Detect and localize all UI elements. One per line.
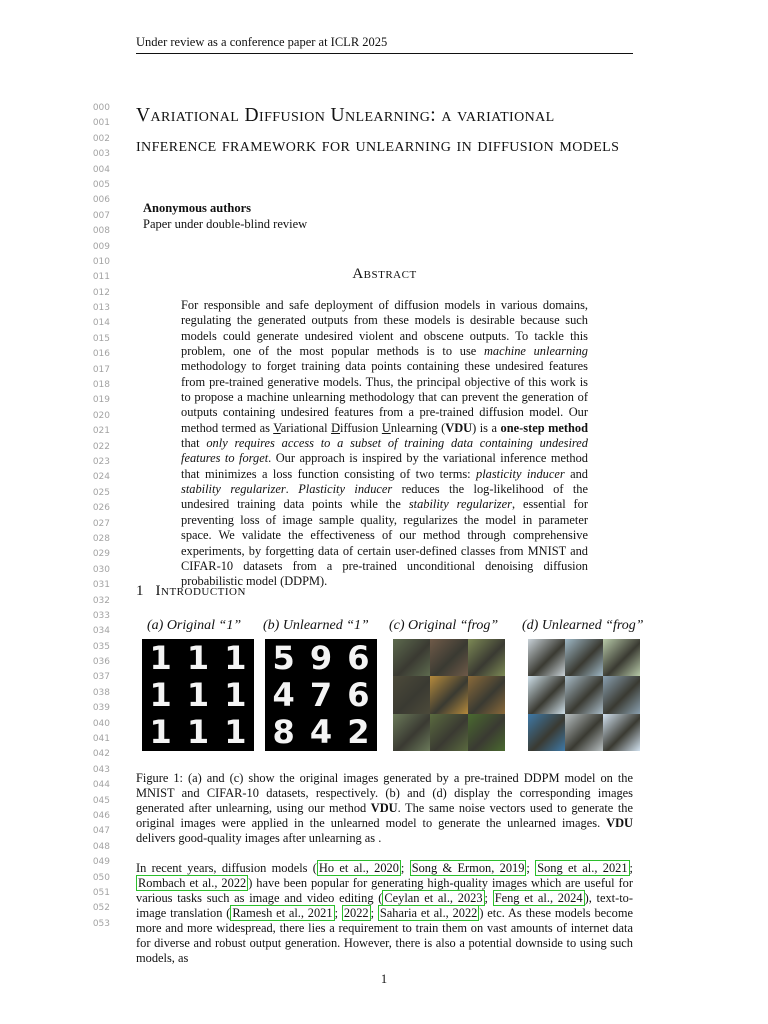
figure-label-b: (b) Unlearned “1” [263,618,369,633]
line-number: 026 [92,503,110,514]
line-number: 029 [92,549,110,560]
cifar-image-tile [468,714,505,751]
section-title: Introduction [155,583,246,599]
mnist-digit: 4 [309,713,333,751]
cifar-image-tile [565,676,602,713]
mnist-digit: 5 [272,639,295,677]
mnist-digit: 9 [309,639,333,677]
line-number: 045 [92,795,110,806]
line-number: 025 [92,487,110,498]
citation-link[interactable]: Rombach et al., 2022 [138,876,247,890]
intro-paragraph: In recent years, diffusion models ( Ho et al., 2020 ; Song & Ermon, 2019 ; Song et al., 2021 ; Rombach et al., 2022 ) have been popular for generating high-quality images which are useful for various tasks such as image and video editing ( Ceylan et al., 2023 ; Feng et al., 2024 ), text-to-image translation ( Ramesh et al., 2021 ; 2022 ; Saharia et al., 2022 ) etc. As these models become more and more widespread, there lies a requirement to train them on vast amounts of internet data for diverse and robust output generation. However, there is also a potential downside to using such models, as [136,861,633,965]
section-number: 1 [136,583,144,599]
title-sub: : a variational inference framework for unlearning in diffusion models [136,105,620,156]
line-number: 053 [92,918,110,929]
line-number: 051 [92,887,110,898]
line-numbers [82,101,110,932]
line-number: 003 [92,149,110,160]
line-number: 011 [92,272,110,283]
mnist-digit: 1 [224,676,247,714]
line-number: 022 [92,441,110,452]
citation-link[interactable]: Ceylan et al., 2023 [384,891,483,905]
line-number: 035 [92,641,110,652]
line-number: 044 [92,780,110,791]
line-number: 038 [92,687,110,698]
line-number: 018 [92,380,110,391]
line-number: 039 [92,703,110,714]
citation-link[interactable]: 2022 [343,906,369,920]
line-number: 014 [92,318,110,329]
line-number: 002 [92,133,110,144]
line-number: 049 [92,857,110,868]
line-number: 021 [92,426,110,437]
section-heading-introduction [136,583,246,600]
mnist-digit: 1 [149,713,172,751]
line-number: 013 [92,303,110,314]
line-number: 019 [92,395,110,406]
cifar-image-tile [565,714,602,751]
line-number: 005 [92,179,110,190]
line-number: 048 [92,841,110,852]
page-number: 1 [380,972,388,986]
line-number: 033 [92,610,110,621]
line-number: 031 [92,580,110,591]
line-number: 028 [92,533,110,544]
line-number: 034 [92,626,110,637]
review-note: Paper under double-blind review [143,217,308,231]
cifar-image-tile [603,676,640,713]
cifar-image-tile [430,639,467,676]
cifar-image-tile [393,676,430,713]
citation-link[interactable]: Ramesh et al., 2021 [232,906,333,920]
mnist-digit: 1 [224,713,247,751]
line-number: 009 [92,241,110,252]
line-number: 024 [92,472,110,483]
mnist-digit: 1 [149,676,172,714]
citation-link[interactable]: Ho et al., 2020 [318,861,399,875]
cifar-image-tile [430,676,467,713]
cifar-image-tile [565,639,602,676]
mnist-digit: 1 [224,639,247,677]
citation-link[interactable]: Saharia et al., 2022 [379,906,478,920]
cifar-image-tile [528,676,565,713]
cifar-image-tile [528,714,565,751]
cifar-image-tile [603,714,640,751]
line-number: 052 [92,903,110,914]
mnist-digit: 6 [347,639,370,677]
line-number: 001 [92,118,110,129]
line-number: 006 [92,195,110,206]
cifar-image-tile [393,714,430,751]
mnist-digit: 1 [186,676,210,714]
line-number: 030 [92,564,110,575]
line-number: 015 [92,333,110,344]
line-number: 043 [92,764,110,775]
title-main: Variational Diffusion Unlearning [136,105,431,126]
author-name: Anonymous authors [143,201,252,215]
cifar-image-tile [528,639,565,676]
line-number: 047 [92,826,110,837]
mnist-digit: 8 [272,713,295,751]
cifar-image-tile [603,639,640,676]
mnist-digit: 1 [186,639,210,677]
mnist-unlearned-grid [265,639,377,751]
abstract-body: For responsible and safe deployment of diffusion models in various domains, regulating the generated outputs from these models is desirable because such models could generate undesired violent and obscene outputs. To tackle this problem, one of the most popular methods is to use machine unlearning methodology to forget training data points containing these undesired features from pre-trained generative models. Thus, the principal objective of this work is to propose a machine unlearning methodology that can prevent the generation of outputs containing undesired features from a pre-trained diffusion model. Our method termed as Variational Diffusion Unlearning (VDU) is a one-step method that only requires access to a subset of training data containing undesired features to forget. Our approach is inspired by the variational inference method that minimizes a loss function consisting of two terms: plasticity inducer and stability regularizer. Plasticity inducer reduces the log-likelihood of the undesired training data points while the stability regularizer, essential for preventing loss of image sample quality, regularizes the model in parameter space. We validate the effectiveness of our method through comprehensive experiments, by forgetting data of certain user-defined classes from MNIST and CIFAR-10 datasets from a pre-trained unconditional denoising diffusion probabilistic model (DDPM). [181,298,589,589]
cifar-image-tile [430,714,467,751]
line-number: 016 [92,349,110,360]
mnist-original-grid [142,639,254,751]
cifar-image-tile [468,639,505,676]
line-number: 004 [92,164,110,175]
line-number: 000 [92,103,110,113]
line-number: 007 [92,210,110,221]
author-block [143,200,307,232]
line-number: 027 [92,518,110,529]
figure-label-d: (d) Unlearned “frog” [522,618,644,633]
line-number: 042 [92,749,110,760]
mnist-digit: 6 [347,676,370,714]
mnist-digit: 7 [309,676,333,714]
mnist-digit: 1 [186,713,210,751]
citation-link[interactable]: Song & Ermon, 2019 [411,861,525,875]
line-number: 046 [92,810,110,821]
abstract-heading: Abstract [352,266,417,282]
line-number: 032 [92,595,110,606]
mnist-digit: 2 [347,713,370,751]
line-number: 020 [92,410,110,421]
figure-label-a: (a) Original “1” [147,618,242,633]
cifar-image-tile [468,676,505,713]
paper-title [136,101,636,161]
line-number: 008 [92,226,110,237]
line-number: 050 [92,872,110,883]
citation-link[interactable]: Feng et al., 2024 [494,891,583,905]
running-header: Under review as a conference paper at ICLR 2025 [136,35,633,54]
line-number: 010 [92,256,110,267]
cifar-original-grid [393,639,505,751]
citation-link[interactable]: Song et al., 2021 [537,861,628,875]
line-number: 041 [92,734,110,745]
line-number: 040 [92,718,110,729]
cifar-unlearned-grid [528,639,640,751]
line-number: 023 [92,456,110,467]
line-number: 012 [92,287,110,298]
line-number: 017 [92,364,110,375]
cifar-image-tile [393,639,430,676]
figure-caption: Figure 1: (a) and (c) show the original images generated by a pre-trained DDPM model on the MNIST and CIFAR-10 datasets, respectively. (b) and (d) display the corresponding images generated after unlearning, using our method VDU. The same noise vectors used to generate the original images were applied in the unlearned model to generate the unlearned images. VDU delivers good-quality images after unlearning as . [136,771,633,845]
line-number: 036 [92,657,110,668]
mnist-digit: 4 [272,676,295,714]
line-number: 037 [92,672,110,683]
mnist-digit: 1 [149,639,172,677]
figure-label-c: (c) Original “frog” [389,618,499,633]
